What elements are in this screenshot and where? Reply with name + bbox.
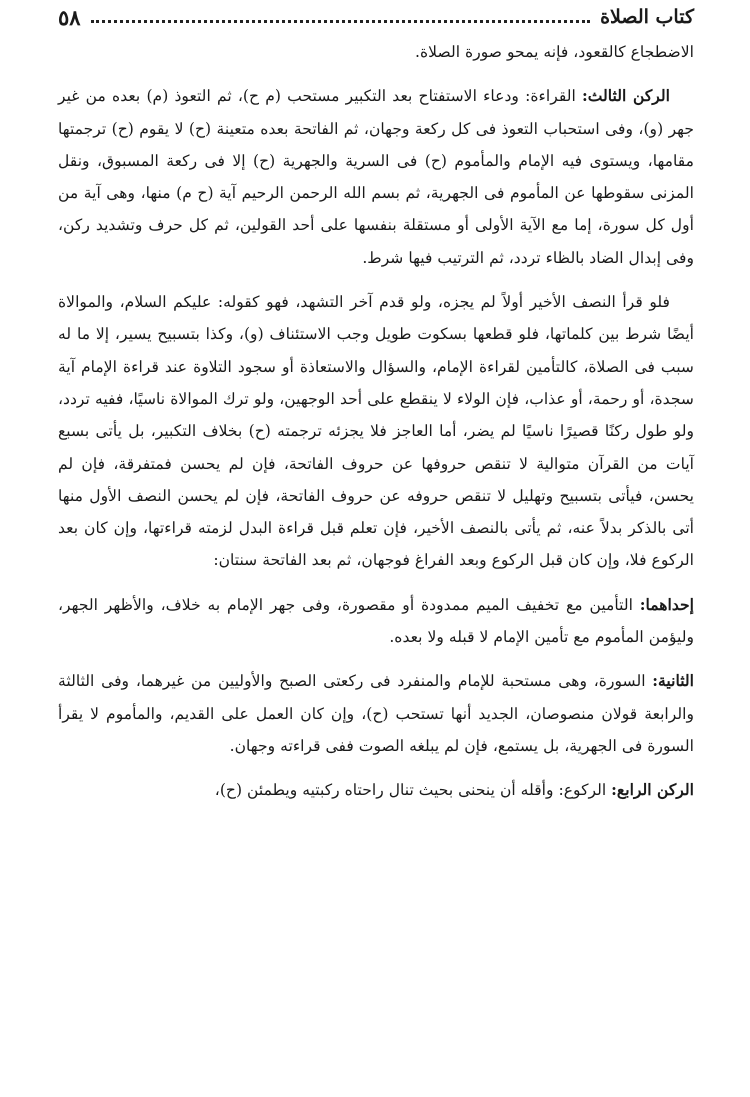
- paragraph: [58, 774, 694, 806]
- page-header: [58, 4, 694, 30]
- paragraph: [58, 665, 694, 762]
- paragraph-body: التأمين مع تخفيف الميم ممدودة أو مقصورة، وفى جهر الإمام به خلاف، والأظهر الجهر، وليؤمن المأموم مع تأمين الإمام لا قبله ولا بعده.: [58, 595, 694, 647]
- header-dotted-leader: [91, 12, 591, 23]
- paragraph-body: الركوع: وأقله أن ينحنى بحيث تنال راحتاه ركبتيه ويطمئن (ح)،: [214, 781, 612, 800]
- paragraph-body: الاضطجاع كالقعود، فإنه يمحو صورة الصلاة.: [415, 43, 694, 61]
- paragraph-body: القراءة: ودعاء الاستفتاح بعد التكبير مستحب (م ح)، ثم التعوذ (م) بعده من غير جهر (و)، وفى استحباب التعوذ فى كل ركعة وجهان، ثم الفاتحة بعده متعينة (ح) لا يقوم (ح) ترجمتها مقامها، ويستوى فيه الإمام والمأموم (ح) فى السرية والجهرية (ح) إلا فى ركعة المسبوق، ونقل المزنى سقوطها عن المأموم فى الجهرية، ثم بسم الله الرحمن الرحيم آية (ح م) منها، وهى آية من أول كل سورة، إما مع الآية الأولى أو مستقلة بنفسها على أحد القولين، ثم كل حرف وتشديد ركن، وفى إبدال الضاد بالظاء تردد، ثم الترتيب فيها شرط.: [58, 87, 694, 267]
- paragraph-lead: الركن الثالث:: [581, 86, 670, 106]
- paragraph-body: فلو قرأ النصف الأخير أولاً لم يجزه، ولو قدم آخر التشهد، فهو كقوله: عليكم السلام، والموالاة أيضًا شرط بين كلماتها، فلو قطعها بسكوت طويل وجب الاستئناف (و)، وكذا بتسبيح يسير، إلا ما له سبب فى الصلاة، كالتأمين لقراءة الإمام، والسؤال والاستعاذة أو سجود التلاوة عند قراءة الإمام آية سجدة، أو رحمة، أو عذاب، فإن الولاء لا ينقطع على أحد الوجهين، ولو ترك الموالاة ناسيًا، ففيه تردد، ولو طول ركنًا قصيرًا ناسيًا لم يضر، أما العاجز فلا يجزئه ترجمته (ح) بخلاف التكبير، بل يأتى بسبع آيات من القرآن متوالية لا تنقص حروفها عن حروف الفاتحة، فإن لم يحسن فمتفرقة، فإن لم يحسن، فيأتى بتسبيح وتهليل لا تنقص حروفه عن حروف الفاتحة، فإن لم يحسن النصف الأول منها أتى بالذكر بدلاً عنه، ثم يأتى بالنصف الأخير، فإن تعلم قبل قراءة البدل لزمته قراءتها، وإن كان بعد الركوع فلا، وإن كان قبل الركوع وبعد الفراغ فوجهان، ثم بعد الفاتحة سنتان:: [58, 293, 694, 570]
- paragraph-lead: الثانية:: [652, 671, 694, 691]
- paragraph: [58, 589, 694, 654]
- paragraph: [58, 36, 694, 68]
- chapter-title: كتاب الصلاة: [600, 6, 694, 28]
- paragraph: [58, 286, 694, 577]
- paragraph-body: السورة، وهى مستحبة للإمام والمنفرد فى ركعتى الصبح والأوليين من غيرهما، وفى الثالثة والرابعة قولان منصوصان، الجديد أنها تستحب (ح)، وإن كان العمل على القديم، والمأموم لا يقرأ السورة فى الجهرية، بل يستمع، فإن لم يبلغه الصوت ففى قراءته وجهان.: [58, 672, 694, 755]
- page-number: ٥٨: [58, 4, 81, 30]
- paragraph-lead: الركن الرابع:: [611, 780, 694, 800]
- paragraph-lead: إحداهما:: [639, 594, 694, 614]
- page-body: [58, 36, 694, 819]
- paragraph: [58, 80, 694, 274]
